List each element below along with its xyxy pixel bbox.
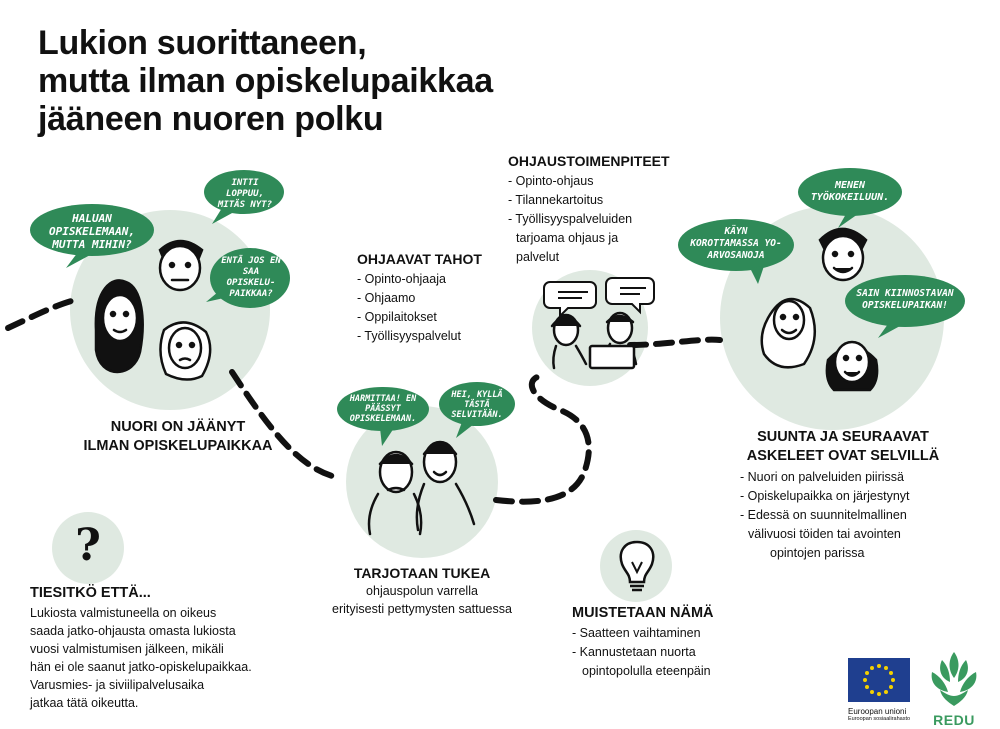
list-item: - Nuori on palveluiden piirissä	[740, 470, 904, 484]
title-line-2: mutta ilman opiskelupaikkaa	[38, 62, 493, 100]
bubble-text-enta: ENTÄ JOS EN SAA OPISKELU-PAIKKAA?	[221, 256, 281, 299]
list-item: tarjoama ohjaus ja	[516, 231, 619, 245]
list-item: - Opinto-ohjaus	[508, 174, 594, 188]
list-item: - Työllisyyspalvelut	[357, 329, 461, 343]
ohjaavat-tahot-block	[357, 250, 482, 346]
tiesitko-line: Varusmies- ja siviilipalvelusaika	[30, 678, 205, 692]
stage2-sub-line-1: ohjauspolun varrella	[366, 584, 478, 598]
muistetaan-list	[572, 624, 714, 681]
bubble-text-harmittaa: HARMITTAA! EN PÄÄSSYT OPISKELEMAAN.	[349, 394, 417, 424]
stage1-heading-line-2: ILMAN OPISKELUPAIKKAA	[83, 438, 273, 454]
bubble-text-menen: MENEN TYÖKOKEILUUN.	[810, 180, 890, 203]
tiesitko-line: saada jatko-ohjausta omasta lukiosta	[30, 624, 236, 638]
ohjaustoimenpiteet-list	[508, 172, 670, 267]
ohjaavat-heading: OHJAAVAT TAHOT	[357, 251, 482, 267]
redu-label: REDU	[933, 712, 975, 728]
tiesitko-line: vuosi valmistumisen jälkeen, mikäli	[30, 642, 224, 656]
eu-label: Euroopan unioni	[848, 707, 907, 716]
page-title	[38, 24, 493, 138]
ohjaavat-list	[357, 270, 482, 346]
bubble-text-sain: SAIN KIINNOSTAVAN OPISKELUPAIKAN!	[856, 288, 954, 311]
list-item: - Oppilaitokset	[357, 310, 437, 324]
bubble-text-intti: INTTI LOPPUU, MITÄS NYT?	[217, 178, 273, 210]
list-item: - Ohjaamo	[357, 291, 416, 305]
eu-logo	[848, 658, 912, 723]
stage2-caption	[322, 564, 522, 618]
stage2-sub-line-2: erityisesti pettymysten sattuessa	[332, 602, 512, 616]
tiesitko-line: hän ei ole saanut jatko-opiskelupaikkaa.	[30, 660, 252, 674]
ohjaustoimenpiteet-block	[508, 152, 670, 267]
stage1-heading	[78, 418, 278, 456]
list-item: opintojen parissa	[770, 546, 865, 560]
tiesitko-text	[30, 604, 252, 712]
stage1-heading-line-1: NUORI ON JÄÄNYT	[110, 419, 246, 435]
muistetaan-block	[572, 604, 714, 681]
stage2-heading: TARJOTAAN TUKEA	[353, 565, 491, 581]
list-item: - Edessä on suunnitelmallinen	[740, 508, 907, 522]
list-item: palvelut	[516, 250, 560, 264]
stage3-heading	[728, 428, 958, 466]
tiesitko-heading: TIESITKÖ ETTÄ...	[30, 585, 151, 601]
redu-logo	[926, 650, 982, 727]
redu-leaf-icon	[928, 650, 980, 708]
bubble-text-hei: HEI, KYLLÄ TÄSTÄ SELVITÄÄN.	[451, 390, 503, 420]
list-item: - Kannustetaan nuorta	[572, 645, 696, 659]
tiesitko-line: jatkaa tätä oikeutta.	[30, 696, 139, 710]
list-item: opintopolulla eteenpäin	[582, 664, 711, 678]
list-item: - Tilannekartoitus	[508, 193, 604, 207]
eu-sublabel: Euroopan sosiaalirahasto	[848, 716, 911, 722]
list-item: - Opinto-ohjaaja	[357, 272, 446, 286]
question-mark-icon: ?	[75, 520, 101, 571]
list-item: - Työllisyyspalveluiden	[508, 212, 633, 226]
title-line-1: Lukion suorittaneen,	[38, 24, 367, 62]
bubble-text-kayn: KÄYN KOROTTAMASSA YO-ARVOSANOJA	[690, 226, 782, 261]
list-item: - Opiskelupaikka on järjestynyt	[740, 489, 910, 503]
stage3-caption	[728, 428, 958, 563]
tiesitko-block	[30, 584, 252, 712]
muistetaan-heading: MUISTETAAN NÄMÄ	[572, 605, 714, 621]
list-item: välivuosi töiden tai avointen	[748, 527, 901, 541]
lightbulb-icon	[614, 538, 660, 594]
stage3-heading-line-1: SUUNTA JA SEURAAVAT	[757, 429, 929, 445]
tiesitko-line: Lukiosta valmistuneella on oikeus	[30, 606, 217, 620]
stage3-heading-line-2: ASKELEET OVAT SELVILLÄ	[746, 448, 940, 464]
ohjaustoimenpiteet-heading: OHJAUSTOIMENPITEET	[508, 153, 670, 169]
bubble-text-haluan: HALUAN OPISKELEMAAN, MUTTA MIHIN?	[48, 212, 136, 251]
title-line-3: jääneen nuoren polku	[38, 100, 384, 138]
eu-flag-icon	[848, 658, 910, 702]
stage3-list	[740, 468, 958, 563]
list-item: - Saatteen vaihtaminen	[572, 626, 701, 640]
